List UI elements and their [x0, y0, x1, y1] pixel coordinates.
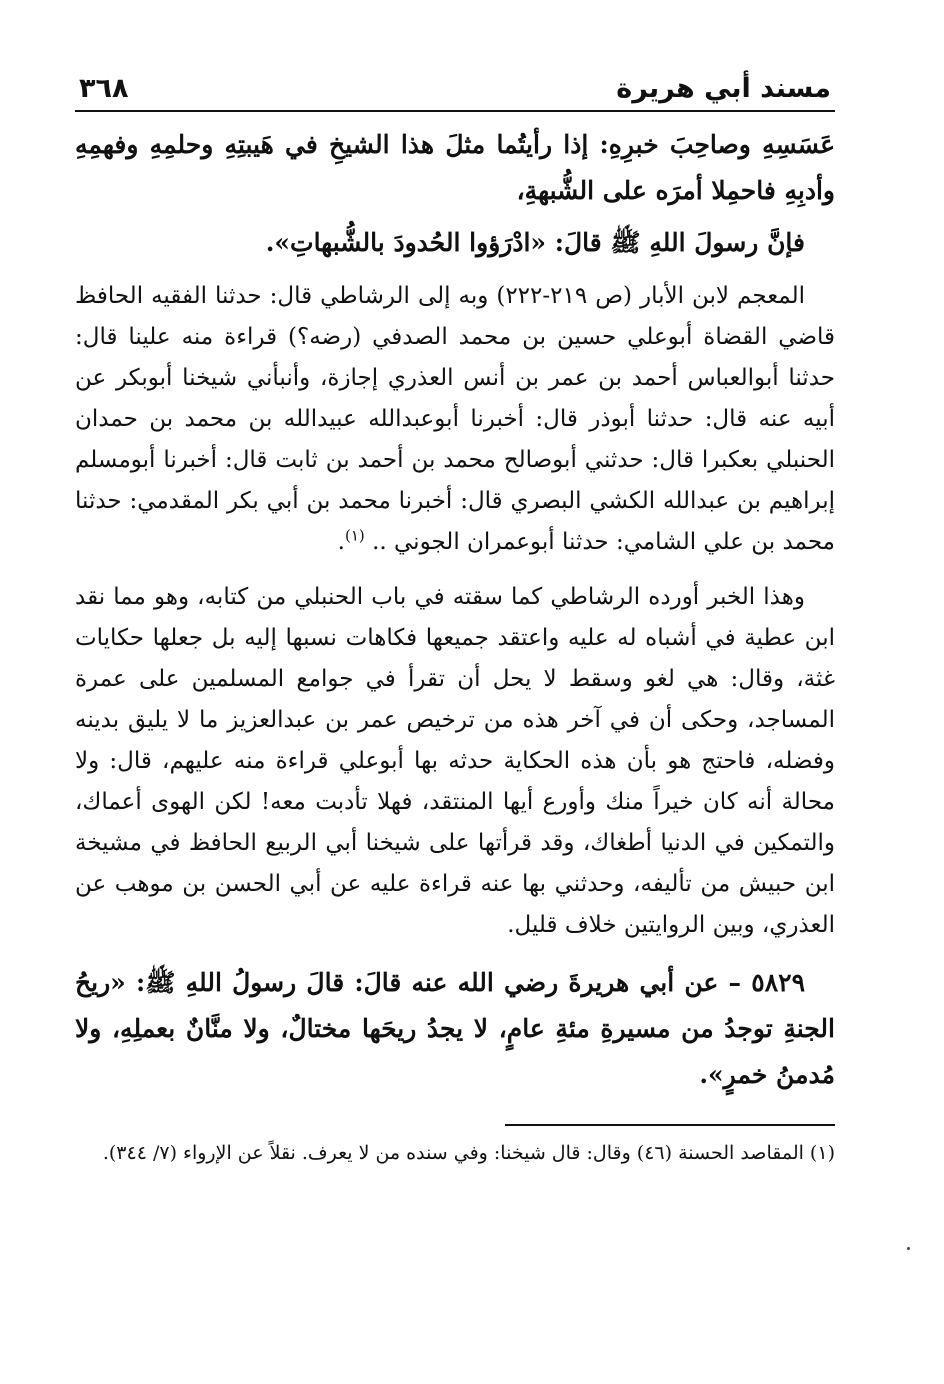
footnote-reference-marker[interactable]: (١)	[344, 526, 365, 545]
hadith-5829: ٥٨٢٩ – عن أبي هريرةَ رضي الله عنه قالَ: قالَ رسولُ اللهِ ﷺ: «ريحُ الجنةِ توجدُ من مسيرةِ مئةِ عامٍ، لا يجدُ ريحَها مختالٌ، ولا منَّانٌ بعملِهِ، ولا مُدمنُ خمرٍ».	[75, 968, 835, 1089]
header-divider	[75, 110, 835, 112]
source-paragraph-end: .	[337, 529, 345, 555]
source-paragraph	[75, 276, 835, 563]
footnote-divider	[505, 1124, 835, 1126]
source-paragraph-text: المعجم لابن الأبار (ص ٢١٩-٢٢٢) وبه إلى الرشاطي قال: حدثنا الفقيه الحافظ قاضي القضاة أبوعلي حسين بن محمد الصدفي (رضه؟) قراءة منه علينا قال: حدثنا أبوالعباس أحمد بن عمر بن أنس العذري إجازة، وأنبأني شيخنا أبوبكر عن أبيه عنه قال: حدثنا أبوذر قال: أخبرنا أبوعبدالله عبيدالله بن محمد بن حمدان الحنبلي بعكبرا قال: حدثني أبوصالح محمد بن أحمد بن ثابت قال: أخبرنا أبومسلم إبراهيم بن عبدالله الكشي البصري قال: أخبرنا محمد بن أبي بكر المقدمي: حدثنا محمد بن علي الشامي: حدثنا أبوعمران الجوني ..	[75, 283, 835, 555]
scan-speck	[907, 1247, 910, 1250]
page-number: ٣٦٨	[79, 73, 129, 104]
hadith-continuation: عَسَسِهِ وصاحِبَ خبرِهِ: إذا رأيتُما مثلَ هذا الشيخِ في هَيبتِهِ وحلمِهِ وفهمِهِ وأدبِهِ فاحمِلا أمرَه على الشُّبهةِ،	[75, 130, 835, 205]
footnote-1: (١) المقاصد الحسنة (٤٦) وقال: قال شيخنا: وفي سنده من لا يعرف. نقلاً عن الإرواء (٧/ ٣٤٤).	[102, 1142, 835, 1164]
running-head-title: مسند أبي هريرة	[616, 73, 831, 104]
book-page	[75, 60, 835, 1170]
page-header	[75, 60, 835, 110]
commentary-paragraph: وهذا الخبر أورده الرشاطي كما سقته في باب الحنبلي من كتابه، وهو مما نقد ابن عطية في أشباه له عليه واعتقد جميعها فكاهات نسبها إليه بل جعلها حكايات غثة، وقال: هي لغو وسقط لا يحل أن تقرأ في جوامع المسلمين على عمرة المساجد، وحكى أن في آخر هذه من ترخيص عمر بن عبدالعزيز ما لا يليق بدينه وفضله، فاحتج هو بأن هذه الحكاية حدثه بها أبوعلي قراءة منه عليهم، قال: ولا محالة أنه كان خيراً منك وأورع أيها المنتقد، فهلا تأدبت معه! لكن الهوى أعماك، والتمكين في الدنيا أطغاك، وقد قرأتها على شيخنا أبي الربيع الحافظ في مشيخة ابن حبيش من تأليفه، وحدثني بها عنه قراءة عليه عن أبي الحسن بن موهب عن العذري، وبين الروايتين خلاف قليل.	[75, 584, 835, 938]
prophet-quote: فإنَّ رسولَ اللهِ ﷺ قالَ: «ادْرَؤوا الحُدودَ بالشُّبهاتِ».	[265, 228, 805, 257]
